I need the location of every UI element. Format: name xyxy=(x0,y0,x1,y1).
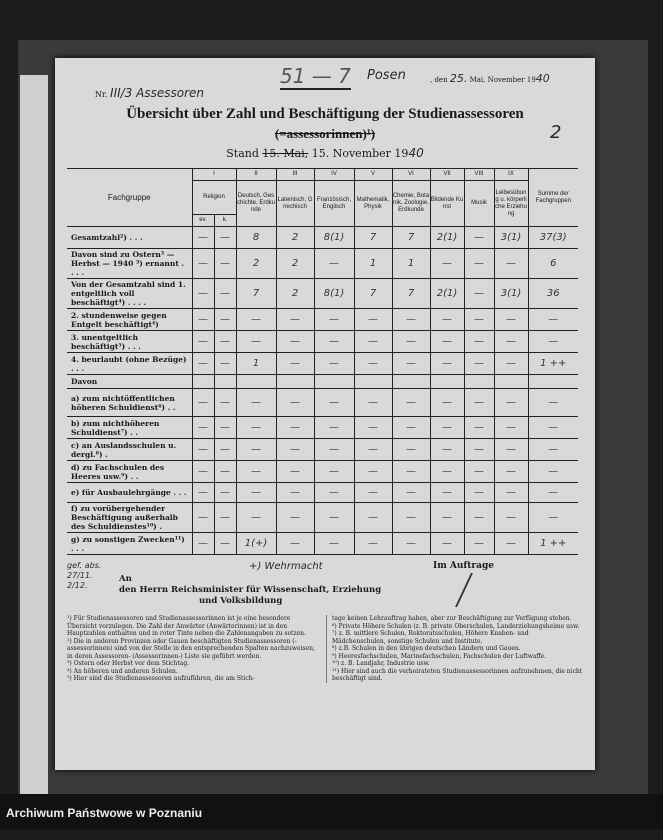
statistics-table xyxy=(67,168,578,555)
row-label: g) zu sonstigen Zwecken¹¹) . . . xyxy=(67,533,192,555)
footnote: ³) Ostern oder Herbst vor dem Stichtag. xyxy=(67,660,190,667)
cell-value: — xyxy=(528,461,578,483)
col-name: Chemie, Botanik, Zoologie, Erdkunde xyxy=(392,181,430,227)
cell-value: 7 xyxy=(354,227,392,249)
page-mark: 2 xyxy=(550,122,562,143)
cell-value: — xyxy=(430,331,464,353)
col-fachgruppe: Fachgruppe xyxy=(67,169,192,227)
handwritten-annotation: +) Wehrmacht xyxy=(249,561,323,572)
cell-value: 1 xyxy=(236,353,276,375)
cell-value: — xyxy=(494,389,528,417)
cell-value: — xyxy=(314,533,354,555)
table-row xyxy=(67,483,578,503)
cell-value: — xyxy=(236,483,276,503)
footnote: ¹) Für Studienassessoren und Studienassessorinnen ist je eine besondere Übersicht vorzulegen. Die Zahl der Anwärter (Anwärterinnen) ist in den Hauptzahlen enthalten und in roter Tinte neben die Zahlenangaben zu setzen. xyxy=(67,615,306,637)
day: 25. xyxy=(449,72,468,85)
footnote: ⁷) z. B. mittlere Schulen, Rektoratsschulen, Höhere Knaben- und Mädchenschulen, sonstige Schulen und Institute. xyxy=(332,630,529,645)
stand-year: 40 xyxy=(408,146,424,160)
table-row xyxy=(67,533,578,555)
cell-value: — xyxy=(276,309,314,331)
cell-value: — xyxy=(392,417,430,439)
cell-value: — xyxy=(214,331,236,353)
table-row xyxy=(67,389,578,417)
cell-value xyxy=(236,375,276,389)
cell-value: 1 xyxy=(392,249,430,279)
col-name: Leibesübung u. körperliche Erziehung xyxy=(494,181,528,227)
row-label: 2. stundenweise gegen Entgelt beschäftigt⁴) xyxy=(67,309,192,331)
cell-value: — xyxy=(214,249,236,279)
cell-value: — xyxy=(494,417,528,439)
col-num: V xyxy=(354,169,392,181)
footnote: ⁴) An höheren und anderen Schulen. xyxy=(67,667,178,675)
col-num: IV xyxy=(314,169,354,181)
cell-value: 37(3) xyxy=(528,227,578,249)
cell-value: 2 xyxy=(276,227,314,249)
document-title: Übersicht über Zahl und Beschäftigung der Studienassessoren xyxy=(126,106,524,122)
cell-value: — xyxy=(528,331,578,353)
cell-value: — xyxy=(354,483,392,503)
cell-value: — xyxy=(494,249,528,279)
cell-value: — xyxy=(392,353,430,375)
cell-value: — xyxy=(494,533,528,555)
den-label: , den xyxy=(430,76,448,84)
cell-value: — xyxy=(192,249,214,279)
cell-value: — xyxy=(464,533,494,555)
cell-value: — xyxy=(314,389,354,417)
signature-area xyxy=(433,561,583,609)
row-label: f) zu vorübergehender Beschäftigung außerhalb des Schuldienstes¹⁰) . xyxy=(67,503,192,533)
cell-value xyxy=(464,375,494,389)
cell-value: — xyxy=(276,533,314,555)
cell-value xyxy=(276,375,314,389)
cell-value: — xyxy=(236,439,276,461)
cell-value: — xyxy=(430,483,464,503)
cell-value: — xyxy=(214,389,236,417)
col-k: k. xyxy=(214,215,236,227)
cell-value: 2 xyxy=(236,249,276,279)
file-number: 51 — 7 xyxy=(280,64,351,88)
cell-value: — xyxy=(214,483,236,503)
cell-value: — xyxy=(392,503,430,533)
cell-value xyxy=(392,375,430,389)
cell-value: — xyxy=(430,503,464,533)
month-printed: Mai, November 19 xyxy=(469,76,536,84)
table-row xyxy=(67,353,578,375)
cell-value: — xyxy=(276,439,314,461)
cell-value: — xyxy=(392,461,430,483)
archive-footer: Archiwum Państwowe w Poznaniu xyxy=(0,794,663,829)
cell-value: 2(1) xyxy=(430,279,464,309)
col-num: VII xyxy=(430,169,464,181)
cell-value: — xyxy=(236,389,276,417)
footnotes-left xyxy=(67,615,318,683)
im-auftrage: Im Auftrage xyxy=(433,561,495,571)
table-row xyxy=(67,439,578,461)
cell-value: — xyxy=(430,249,464,279)
cell-value: — xyxy=(276,331,314,353)
place: Posen xyxy=(367,68,406,83)
row-label: b) zum nichthöheren Schuldienst⁷) . . xyxy=(67,417,192,439)
col-num: VI xyxy=(392,169,430,181)
cell-value: — xyxy=(430,353,464,375)
document-header xyxy=(55,58,595,168)
cell-value: — xyxy=(354,503,392,533)
cell-value: — xyxy=(354,533,392,555)
table-row xyxy=(67,309,578,331)
cell-value xyxy=(354,375,392,389)
table-row xyxy=(67,375,578,389)
cell-value: — xyxy=(314,353,354,375)
cell-value: — xyxy=(276,389,314,417)
cell-value: — xyxy=(276,483,314,503)
row-label: Davon xyxy=(67,375,192,389)
col-religion: Religion xyxy=(192,181,236,215)
cell-value: 1(+) xyxy=(236,533,276,555)
col-num: IX xyxy=(494,169,528,181)
cell-value: — xyxy=(192,227,214,249)
cell-value: — xyxy=(464,309,494,331)
cell-value: 2 xyxy=(276,249,314,279)
cell-value: — xyxy=(314,483,354,503)
row-label: 4. beurlaubt (ohne Bezüge) . . . xyxy=(67,353,192,375)
cell-value: — xyxy=(314,417,354,439)
col-name: Lateinisch, Griechisch xyxy=(276,181,314,227)
cell-value: — xyxy=(236,309,276,331)
cell-value: — xyxy=(464,461,494,483)
cell-value: 3(1) xyxy=(494,227,528,249)
cell-value: — xyxy=(276,503,314,533)
cell-value: 1 xyxy=(354,249,392,279)
row-label: Davon sind zu Ostern³ — Herbst — 1940 ³) ernannt . . . . xyxy=(67,249,192,279)
cell-value: 7 xyxy=(354,279,392,309)
cell-value: — xyxy=(528,503,578,533)
cell-value: — xyxy=(354,331,392,353)
row-label: Gesamtzahl²) . . . xyxy=(67,227,192,249)
cell-value: — xyxy=(354,439,392,461)
cell-value xyxy=(214,375,236,389)
cell-value: — xyxy=(314,461,354,483)
cell-value: — xyxy=(236,461,276,483)
table-row xyxy=(67,417,578,439)
cell-value: — xyxy=(464,249,494,279)
cell-value: — xyxy=(314,309,354,331)
cell-value: 8 xyxy=(236,227,276,249)
nr-value: III/3 Assessoren xyxy=(110,86,205,100)
table-row xyxy=(67,279,578,309)
cell-value: — xyxy=(494,331,528,353)
footnote: ⁵) Hier sind die Studienassessoren aufzuführen, die am Stich- xyxy=(67,675,255,682)
cell-value xyxy=(494,375,528,389)
addressee-line: und Volksbildung xyxy=(199,596,283,606)
folder-edge xyxy=(20,75,48,805)
row-label: Von der Gesamtzahl sind 1. entgeltlich voll beschäftigt⁴) . . . . xyxy=(67,279,192,309)
cell-value: — xyxy=(192,353,214,375)
cell-value: — xyxy=(214,461,236,483)
cell-value: — xyxy=(528,309,578,331)
cell-value: — xyxy=(214,417,236,439)
nr-label: Nr. xyxy=(95,90,108,99)
footnote: ⁹) Heeresfachschulen, Marinefachschulen, Fachschulen der Luftwaffe. xyxy=(332,652,547,660)
table-row xyxy=(67,331,578,353)
cell-value: — xyxy=(354,461,392,483)
row-label: a) zum nichtöffentlichen höheren Schuldienst⁶) . . xyxy=(67,389,192,417)
row-label: 3. unentgeltlich beschäftigt⁵) . . . xyxy=(67,331,192,353)
cell-value: — xyxy=(464,503,494,533)
cell-value: — xyxy=(392,483,430,503)
cell-value: 7 xyxy=(236,279,276,309)
cell-value: — xyxy=(354,417,392,439)
cell-value: — xyxy=(464,483,494,503)
cell-value: — xyxy=(464,439,494,461)
col-name: Deutsch, Geschichte, Erdkunde xyxy=(236,181,276,227)
cell-value: — xyxy=(494,461,528,483)
cell-value: — xyxy=(214,309,236,331)
cell-value: — xyxy=(192,503,214,533)
cell-value: 3(1) xyxy=(494,279,528,309)
col-num: VIII xyxy=(464,169,494,181)
cell-value: — xyxy=(192,461,214,483)
footnote: ²) Die in anderen Provinzen oder Gauen beschäftigten Studienassessoren (-assessorinnen) sind von der Stelle in den entsprechenden Spalten nachzuweisen, in deren Assessoren- (Assessorinnen-) Liste sie geführt werden. xyxy=(67,637,315,660)
cell-value: — xyxy=(528,417,578,439)
col-name: Französisch, Englisch xyxy=(314,181,354,227)
table-row xyxy=(67,249,578,279)
cell-value: — xyxy=(214,353,236,375)
cell-value: — xyxy=(314,439,354,461)
table-row xyxy=(67,227,578,249)
stand-struck: 15. Mai, xyxy=(262,147,309,160)
cell-value: — xyxy=(430,461,464,483)
cell-value: 1 ++ xyxy=(528,353,578,375)
row-label: c) an Auslandsschulen u. dergl.⁸) . xyxy=(67,439,192,461)
cell-value: — xyxy=(528,483,578,503)
cell-value: — xyxy=(314,503,354,533)
footnotes-right xyxy=(326,615,583,683)
stand-label: Stand xyxy=(226,147,259,160)
cell-value: — xyxy=(276,353,314,375)
col-num: III xyxy=(276,169,314,181)
cell-value: — xyxy=(276,461,314,483)
addressee-line: den Herrn Reichsminister für Wissenschaft, Erziehung xyxy=(119,585,382,595)
cell-value: — xyxy=(192,389,214,417)
cell-value: — xyxy=(214,227,236,249)
cell-value: — xyxy=(430,533,464,555)
cell-value: — xyxy=(392,331,430,353)
cell-value: — xyxy=(494,503,528,533)
cell-value: — xyxy=(392,389,430,417)
cell-value: 2 xyxy=(276,279,314,309)
year: 40 xyxy=(535,72,550,85)
cell-value: — xyxy=(464,227,494,249)
footnote: ¹⁰) z. B. Landjahr, Industrie usw. xyxy=(332,660,430,667)
col-sum: Summe der Fachgruppen xyxy=(528,169,578,227)
cell-value: — xyxy=(430,309,464,331)
cell-value: — xyxy=(236,331,276,353)
cell-value: — xyxy=(214,279,236,309)
cell-value: — xyxy=(192,279,214,309)
cell-value: — xyxy=(494,439,528,461)
stand-date: 15. November 19 xyxy=(311,147,409,160)
margin-note: gef. abs. 27/11. 2/12. xyxy=(67,561,102,590)
document-subtitle: (=assessorinnen)¹) xyxy=(274,126,376,141)
cell-value xyxy=(528,375,578,389)
table-row xyxy=(67,503,578,533)
cell-value: — xyxy=(392,309,430,331)
cell-value: — xyxy=(464,417,494,439)
cell-value: — xyxy=(236,503,276,533)
cell-value: — xyxy=(494,309,528,331)
col-num: I xyxy=(192,169,236,181)
footnote: ¹¹) Hier sind auch die verheirateten Studienassessorinnen aufzunehmen, die nicht beschäftigt sind. xyxy=(332,667,583,682)
cell-value: — xyxy=(430,417,464,439)
cell-value: — xyxy=(192,533,214,555)
signature-block xyxy=(67,561,583,609)
cell-value: 36 xyxy=(528,279,578,309)
cell-value xyxy=(314,375,354,389)
cell-value xyxy=(430,375,464,389)
table-row xyxy=(67,461,578,483)
addressee xyxy=(119,561,425,609)
cell-value: — xyxy=(494,353,528,375)
date-line xyxy=(430,72,550,85)
cell-value: — xyxy=(430,389,464,417)
document-page xyxy=(55,58,595,770)
footnote: tage keinen Lehrauftrag haben, aber zur Beschäftigung zur Verfügung stehen. xyxy=(332,615,572,622)
cell-value: — xyxy=(314,249,354,279)
cell-value xyxy=(192,375,214,389)
stand-line xyxy=(65,146,585,160)
cell-value: — xyxy=(430,439,464,461)
cell-value: — xyxy=(192,331,214,353)
cell-value: — xyxy=(214,503,236,533)
cell-value: — xyxy=(464,279,494,309)
cell-value: — xyxy=(214,439,236,461)
cell-value: — xyxy=(464,389,494,417)
cell-value: — xyxy=(464,331,494,353)
cell-value: — xyxy=(192,483,214,503)
cell-value: — xyxy=(192,439,214,461)
cell-value: — xyxy=(528,389,578,417)
cell-value: — xyxy=(192,309,214,331)
footnote: ⁶) Private Höhere Schulen (z. B. private Oberschulen, Landerziehungsheime usw. xyxy=(332,622,580,630)
col-num: II xyxy=(236,169,276,181)
cell-value: — xyxy=(494,483,528,503)
cell-value: — xyxy=(236,417,276,439)
cell-value: 7 xyxy=(392,279,430,309)
col-name: Mathematik, Physik xyxy=(354,181,392,227)
cell-value: — xyxy=(354,309,392,331)
row-label: d) zu Fachschulen des Heeres usw.⁹) . . xyxy=(67,461,192,483)
cell-value: — xyxy=(192,417,214,439)
cell-value: — xyxy=(464,353,494,375)
cell-value: — xyxy=(354,389,392,417)
cell-value: — xyxy=(276,417,314,439)
cell-value: — xyxy=(392,439,430,461)
cell-value: 2(1) xyxy=(430,227,464,249)
col-name: Musik xyxy=(464,181,494,227)
footnotes xyxy=(67,615,583,683)
footnote: ⁸) z.B. Schulen in den übrigen deutschen Ländern und Gauen. xyxy=(332,645,521,652)
addressee-line: An xyxy=(119,574,132,584)
row-label: e) für Ausbaulehrgänge . . . xyxy=(67,483,192,503)
cell-value: 8(1) xyxy=(314,279,354,309)
cell-value: 6 xyxy=(528,249,578,279)
cell-value: 8(1) xyxy=(314,227,354,249)
nr-line xyxy=(95,86,204,100)
cell-value: 7 xyxy=(392,227,430,249)
col-ev: ev. xyxy=(192,215,214,227)
cell-value: — xyxy=(354,353,392,375)
cell-value: — xyxy=(528,439,578,461)
cell-value: — xyxy=(392,533,430,555)
cell-value: — xyxy=(214,533,236,555)
cell-value: 1 ++ xyxy=(528,533,578,555)
col-name: Bildende Kunst xyxy=(430,181,464,227)
cell-value: — xyxy=(314,331,354,353)
signature xyxy=(455,573,511,607)
